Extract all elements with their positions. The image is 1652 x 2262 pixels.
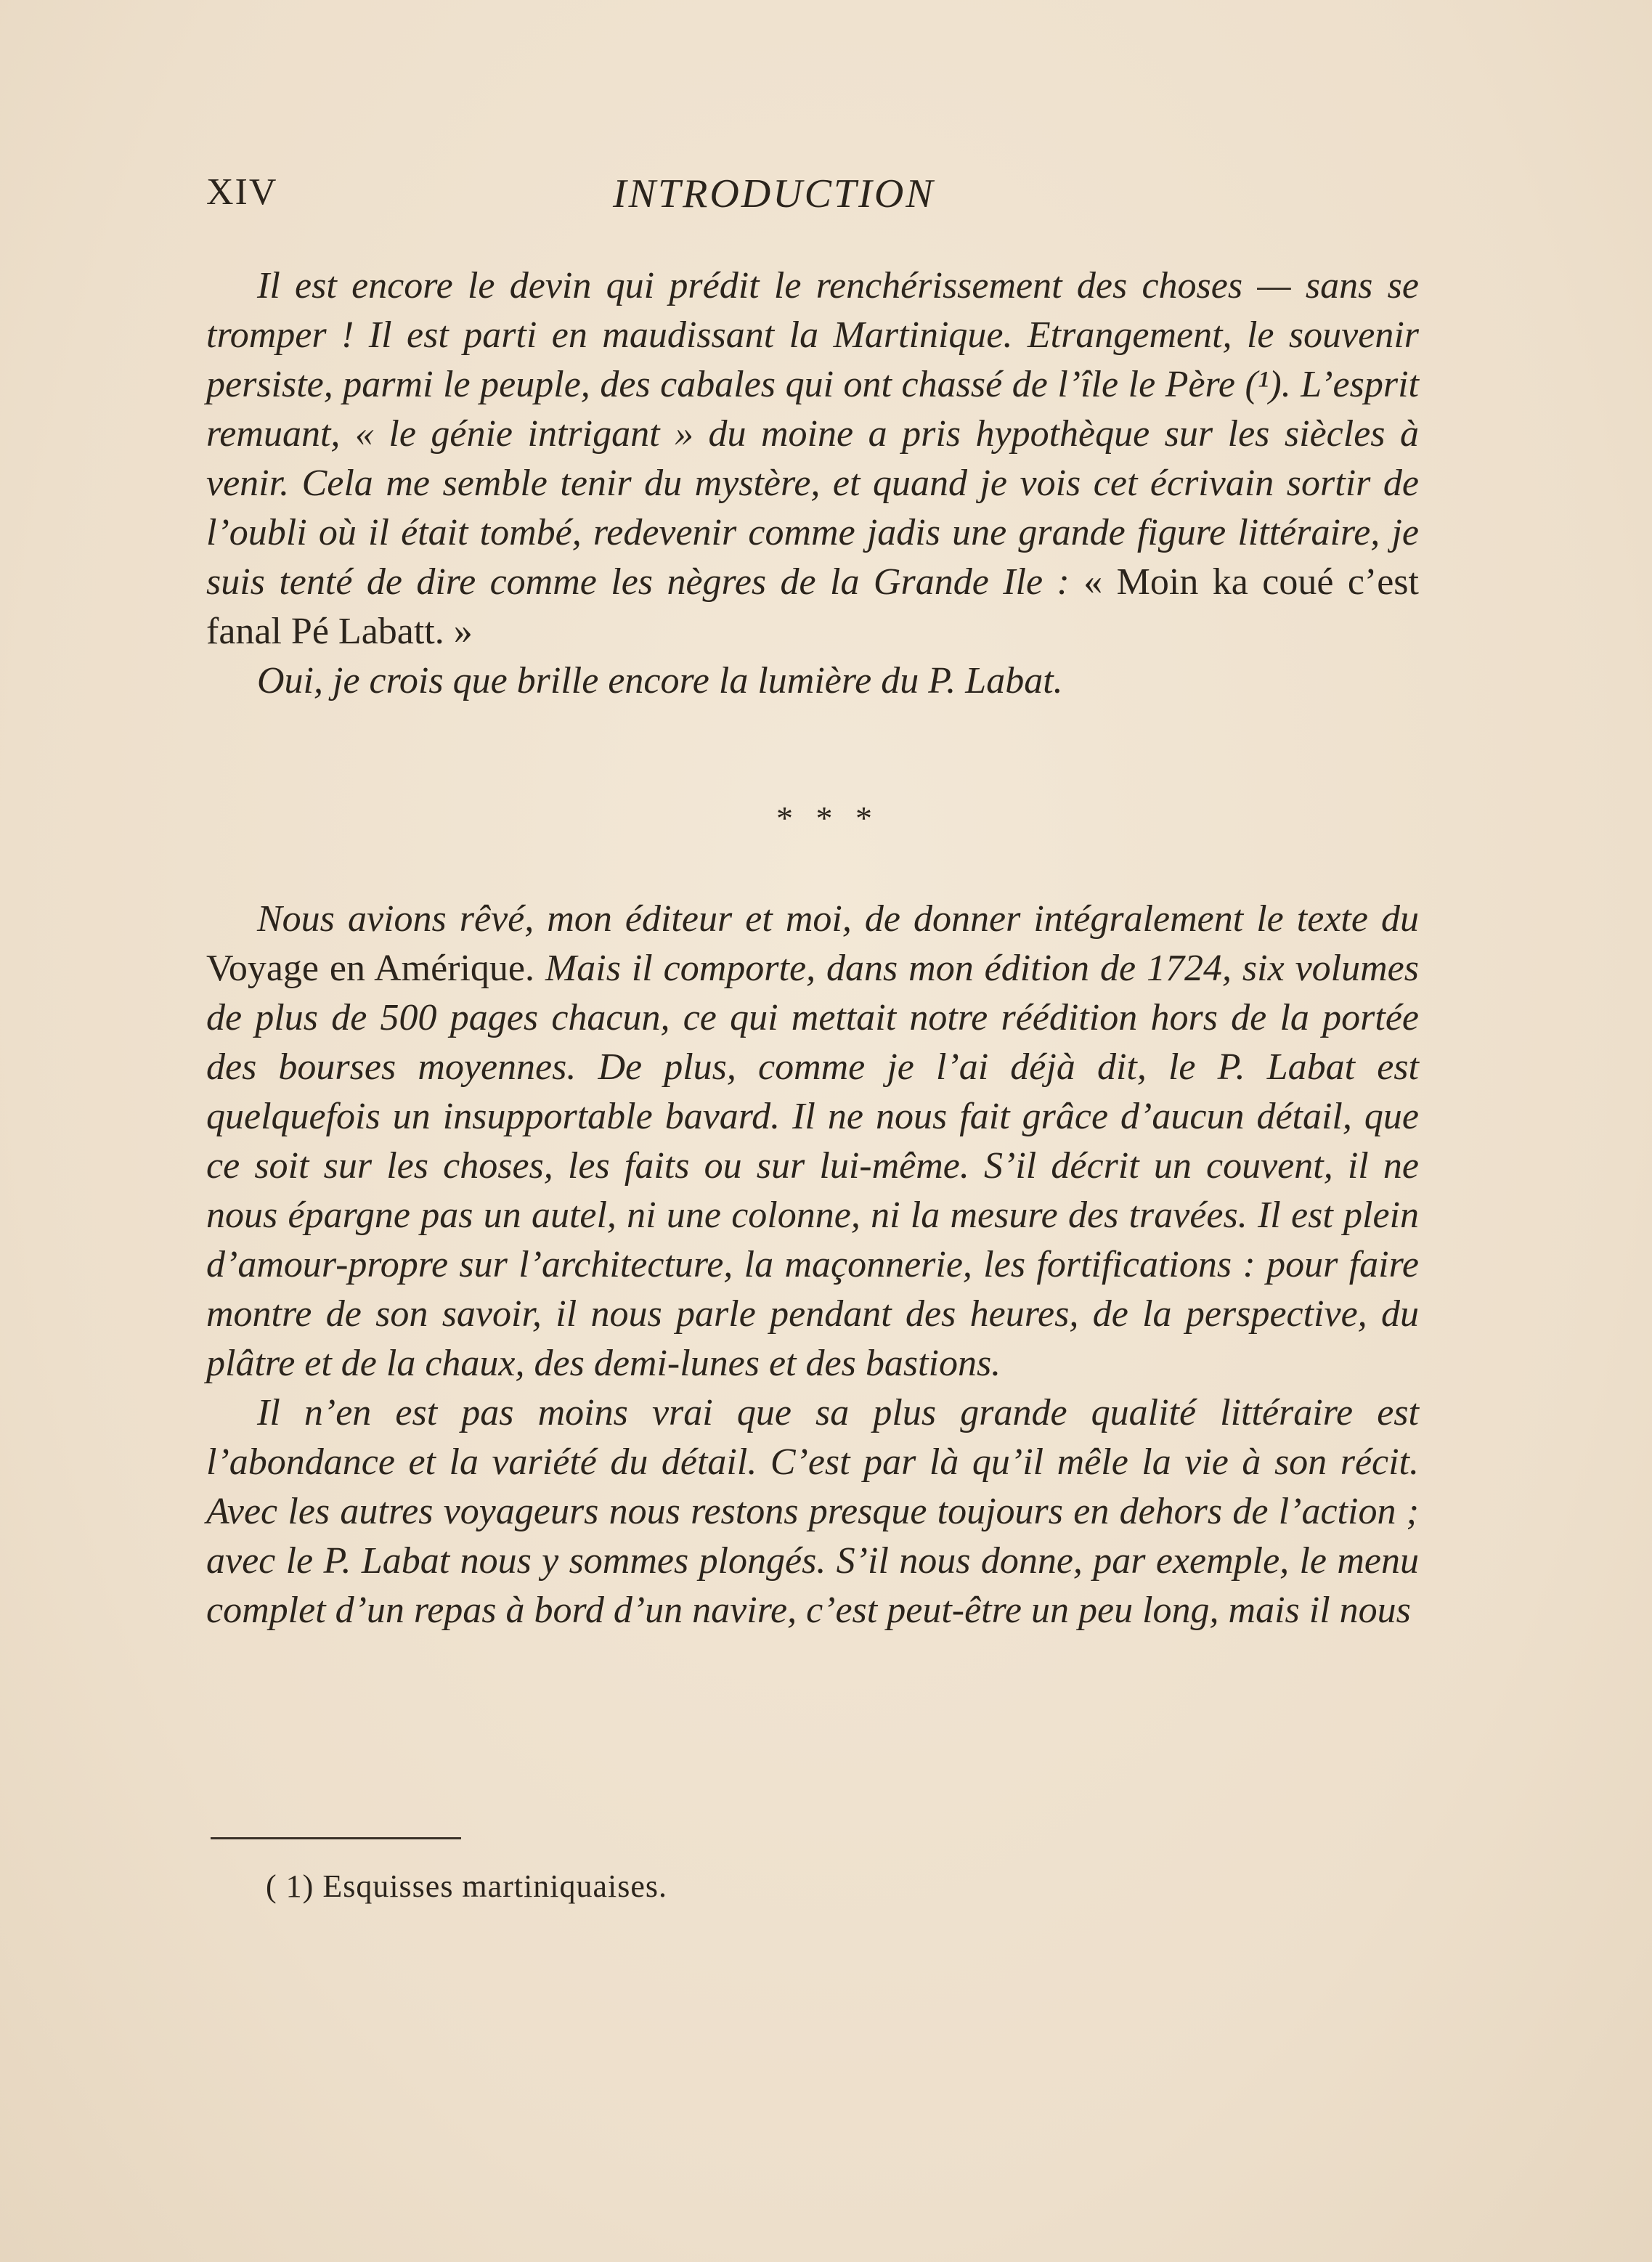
footnote-marker: ( 1) [266,1868,314,1904]
footnote [266,1868,667,1905]
paragraph-text: Mais il comporte, dans mon édition de 1724, six volumes de plus de 500 pages chacun, ce qui mettait notre réédition hors de la portée des bourses moyennes. De plus, comme je l’ai déjà dit, le P. Labat est quelquefois un insupportable bavard. Il ne nous fait grâce d’aucun détail, que ce soit sur les choses, les faits ou sur lui-même. S’il décrit un couvent, il ne nous épargne pas un autel, ni une colonne, ni la mesure des travées. Il est plein d’amour-propre sur l’architecture, la maçonnerie, les fortifications : pour faire montre de son savoir, il nous parle pendant des heures, de la perspective, du plâtre et de la chaux, des demi-lunes et des bastions. [206,948,1419,1384]
text-block-1 [206,261,1419,706]
book-title: Voyage en Amérique. [206,948,534,989]
paragraph: Il n’en est pas moins vrai que sa plus grande qualité littéraire est l’abondance et la variété du détail. C’est par là qu’il mêle la vie à son récit. Avec les autres voyageurs nous restons presque toujours en dehors de l’action ; avec le P. Labat nous y sommes plongés. S’il nous donne, par exemple, le menu complet d’un repas à bord d’un navire, c’est peut-être un peu long, mais il nous [206,1392,1419,1631]
paragraph [206,895,1419,1388]
paragraph [206,261,1419,656]
paragraph-text: Il est encore le devin qui prédit le renchérissement des choses — sans se tromper ! Il est parti en maudissant la Martinique. Etrangement, le souvenir persiste, parmi le peuple, des cabales qui ont chassé de l’île le Père (¹). L’esprit remuant, « le génie intrigant » du moine a pris hypothèque sur les siècles à venir. Cela me semble tenir du mystère, et quand je vois cet écrivain sortir de l’oubli où il était tombé, redevenir comme jadis une grande figure littéraire, je suis tenté de dire comme les nègres de la Grande Ile : [206,265,1419,603]
footnote-rule [211,1837,461,1839]
footnote-text: Esquisses martiniquaises. [322,1868,668,1904]
paragraph: Oui, je crois que brille encore la lumière du P. Labat. [257,660,1063,701]
running-title: INTRODUCTION [613,171,935,216]
creole-quote: « Moin ka coué c’est fanal Pé Labatt. » [206,561,1419,652]
page-number: XIV [206,171,278,213]
paragraph-text: Nous avions rêvé, mon éditeur et moi, de donner intégralement le texte du [257,898,1419,940]
section-divider: * * * [776,800,879,837]
text-block-2 [206,895,1419,1635]
page-header [206,171,1426,221]
